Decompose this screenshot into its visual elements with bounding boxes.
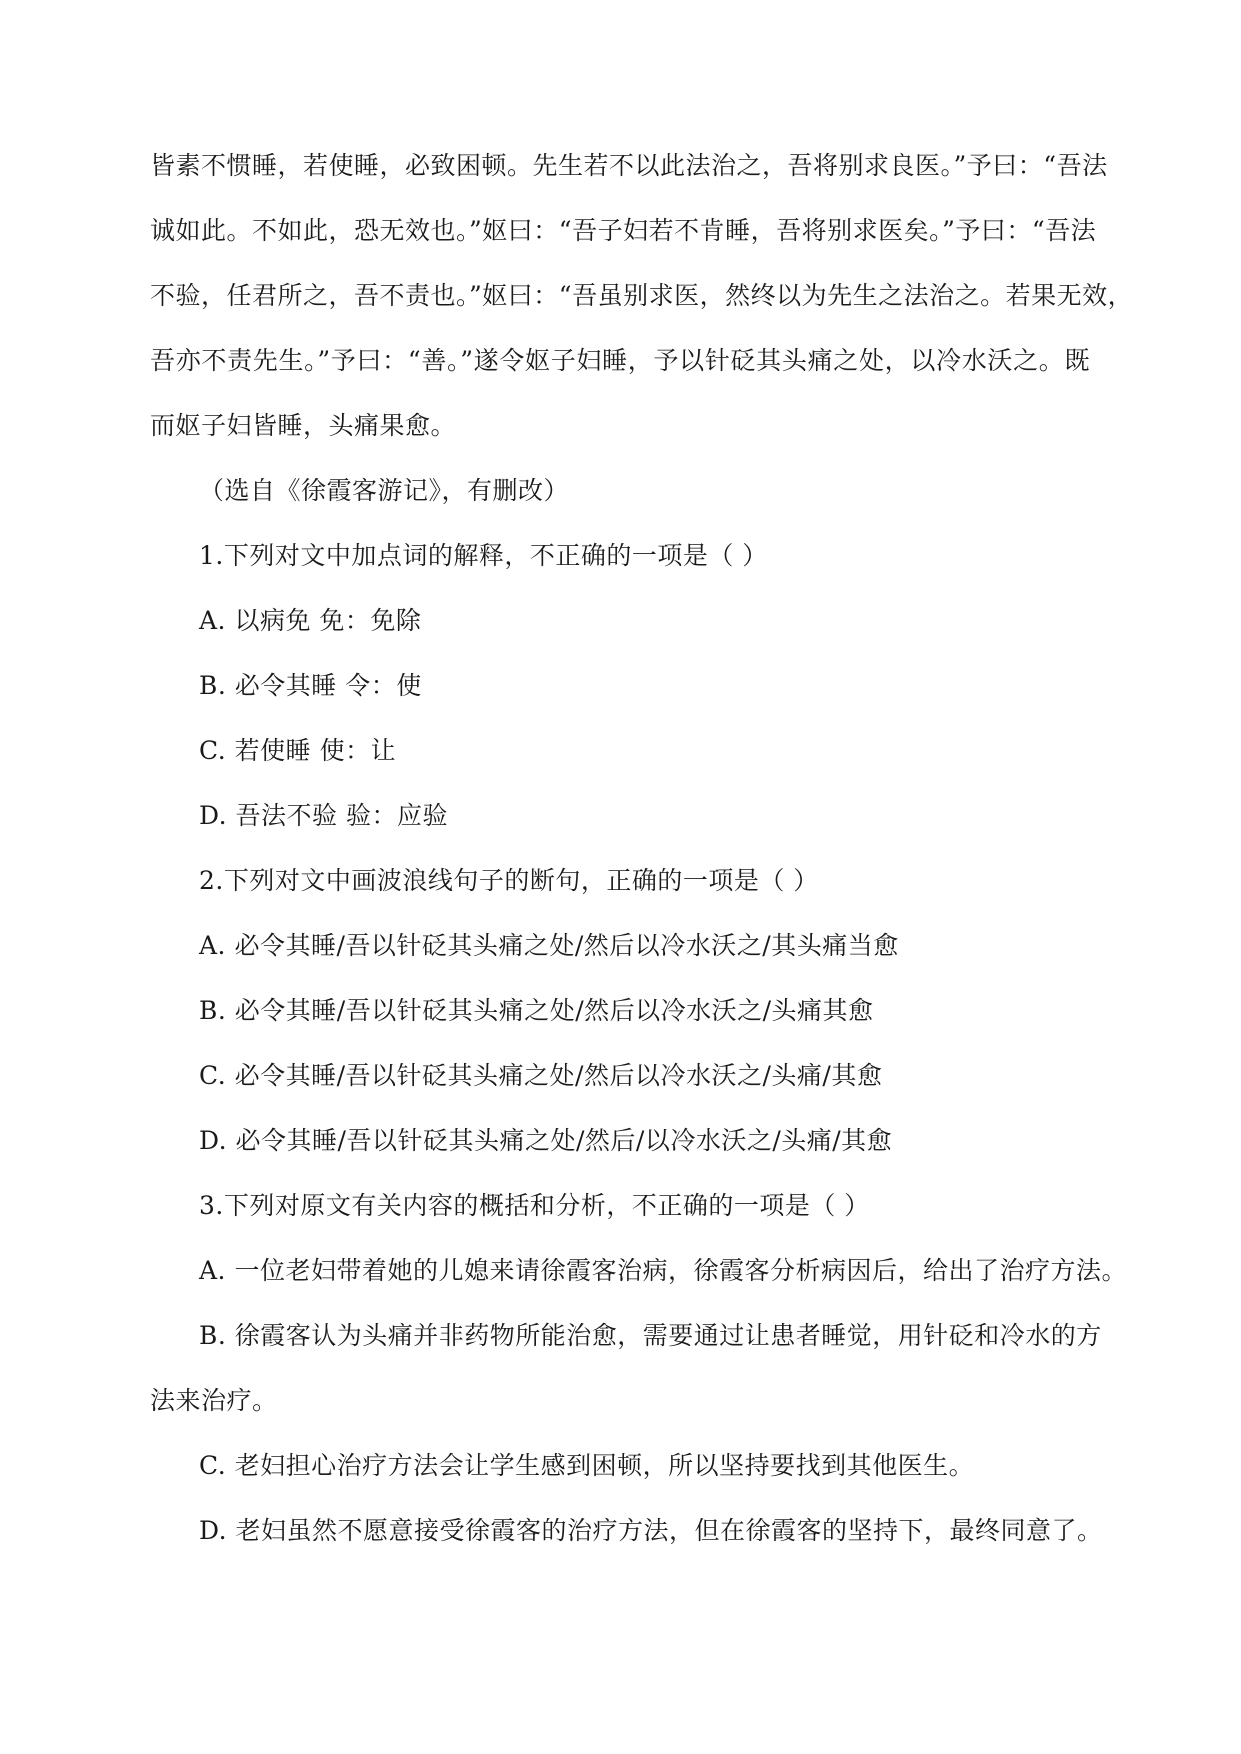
passage-line: 吾亦不责先生。”予曰：“善。”遂令妪子妇睡，予以针砭其头痛之处，以冷水沃之。既 bbox=[150, 346, 1090, 375]
answer-option: B. 徐霞客认为头痛并非药物所能治愈，需要通过让患者睡觉，用针砭和冷水的方 bbox=[199, 1321, 1102, 1350]
question-stem: 2.下列对文中画波浪线句子的断句，正确的一项是（ ） bbox=[199, 866, 819, 895]
answer-option: D. 老妇虽然不愿意接受徐霞客的治疗方法，但在徐霞客的坚持下，最终同意了。 bbox=[199, 1516, 1103, 1545]
answer-option: C. 老妇担心治疗方法会让学生感到困顿，所以坚持要找到其他医生。 bbox=[199, 1451, 975, 1480]
answer-option: B. 必令其睡/吾以针砭其头痛之处/然后以冷水沃之/头痛其愈 bbox=[199, 996, 874, 1025]
answer-option: D. 吾法不验 验：应验 bbox=[199, 801, 448, 830]
answer-option: C. 必令其睡/吾以针砭其头痛之处/然后以冷水沃之/头痛/其愈 bbox=[199, 1061, 883, 1090]
answer-option-continued: 法来治疗。 bbox=[150, 1386, 278, 1415]
question-stem: 3.下列对原文有关内容的概括和分析，不正确的一项是（ ） bbox=[199, 1191, 870, 1220]
answer-option: C. 若使睡 使：让 bbox=[199, 736, 397, 765]
answer-option: A. 一位老妇带着她的儿媳来请徐霞客治病，徐霞客分析病因后，给出了治疗方法。 bbox=[199, 1256, 1127, 1285]
answer-option: A. 以病免 免：免除 bbox=[199, 606, 422, 635]
passage-line: 而妪子妇皆睡，头痛果愈。 bbox=[150, 411, 457, 440]
passage-line: 皆素不惯睡，若使睡，必致困顿。先生若不以此法治之，吾将别求良医。”予曰：“吾法 bbox=[150, 151, 1108, 180]
answer-option: A. 必令其睡/吾以针砭其头痛之处/然后以冷水沃之/其头痛当愈 bbox=[199, 931, 899, 960]
passage-line: 诚如此。不如此，恐无效也。”妪曰：“吾子妇若不肯睡，吾将别求医矣。”予曰：“吾法 bbox=[150, 216, 1097, 245]
question-stem: 1.下列对文中加点词的解释，不正确的一项是（ ） bbox=[199, 541, 768, 570]
source-citation: （选自《徐霞客游记》，有删改） bbox=[199, 476, 570, 505]
passage-line: 不验，任君所之，吾不责也。”妪曰：“吾虽别求医，然终以为先生之法治之。若果无效， bbox=[150, 281, 1134, 310]
answer-option: B. 必令其睡 令：使 bbox=[199, 671, 422, 700]
answer-option: D. 必令其睡/吾以针砭其头痛之处/然后/以冷水沃之/头痛/其愈 bbox=[199, 1126, 893, 1155]
